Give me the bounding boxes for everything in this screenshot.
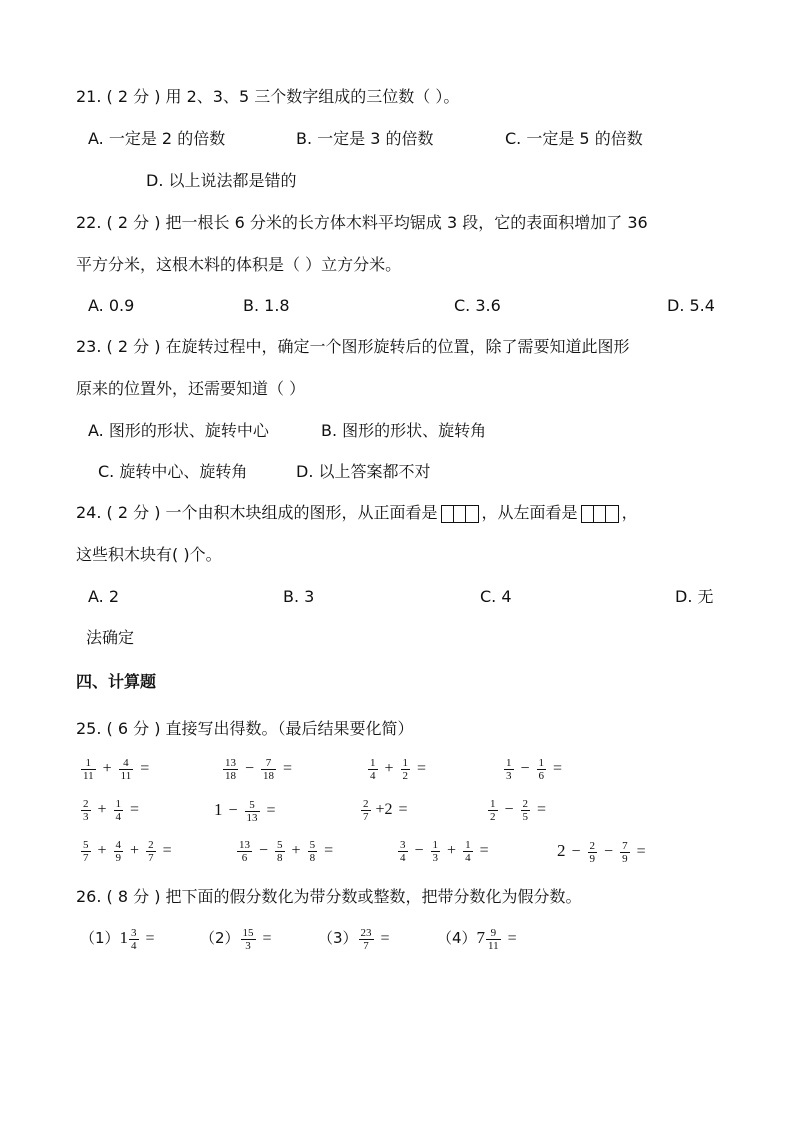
- expr-r2c2: 1 − $\frac{5}{13}$ =: [214, 798, 276, 824]
- expr-r3c2: $\frac{13}{6}$ − $\frac{5}{8}$ + $\frac{5}{8}$ =: [239, 838, 334, 864]
- fraction: $\frac{7}{18}$: [263, 756, 275, 782]
- fraction: $\frac{1}{3}$: [506, 756, 512, 782]
- fraction: $\frac{5}{8}$: [309, 838, 316, 864]
- q24-option-b[interactable]: B. 3: [283, 587, 315, 606]
- expr-r2c3: $\frac{2}{7}$ +2 =: [363, 797, 408, 823]
- q24-stem-part1: 24. ( 2 分 ) 一个由积木块组成的图形，从正面看是: [76, 503, 438, 522]
- q24-stem-part3: ，: [621, 503, 638, 522]
- fraction: $\frac{4}{9}$: [115, 838, 122, 864]
- fraction: $\frac{2}{3}$: [83, 797, 89, 823]
- q24-option-d[interactable]: D. 无: [675, 587, 714, 606]
- q22-option-d[interactable]: D. 5.4: [667, 296, 715, 315]
- expr-r1c1: $\frac{1}{11}$ + $\frac{4}{11}$ =: [83, 756, 150, 782]
- q21-option-a[interactable]: A. 一定是 2 的倍数: [88, 129, 226, 148]
- q21-option-d[interactable]: D. 以上说法都是错的: [146, 171, 297, 190]
- fraction: $\frac{5}{7}$: [83, 838, 89, 864]
- fraction: $\frac{2}{5}$: [522, 797, 529, 823]
- q23-option-a[interactable]: A. 图形的形状、旋转中心: [88, 421, 269, 440]
- fraction: $\frac{9}{11}$: [488, 926, 499, 952]
- q23-option-b[interactable]: B. 图形的形状、旋转角: [321, 421, 487, 440]
- q24-option-d-continued: 法确定: [86, 628, 135, 647]
- fraction: $\frac{1}{6}$: [538, 756, 545, 782]
- expr-r2c4: $\frac{1}{2}$ − $\frac{2}{5}$ =: [490, 797, 547, 823]
- fraction: $\frac{1}{4}$: [370, 756, 376, 782]
- left-view-figure: [581, 505, 619, 523]
- q22-option-b[interactable]: B. 1.8: [243, 296, 290, 315]
- fraction: $\frac{23}{7}$: [360, 926, 372, 952]
- fraction: $\frac{1}{2}$: [490, 797, 496, 823]
- q26-item-1: （1）1 $\frac{3}{4}$ =: [80, 926, 155, 952]
- fraction: $\frac{2}{7}$: [363, 797, 369, 823]
- q24-stem-part2: ，从左面看是: [481, 503, 578, 522]
- fraction: $\frac{13}{18}$: [225, 756, 236, 782]
- q24-option-c[interactable]: C. 4: [480, 587, 512, 606]
- expr-r1c4: $\frac{1}{3}$ − $\frac{1}{6}$ =: [506, 756, 563, 782]
- q24-stem-line1: [76, 502, 638, 524]
- q26-item-3: （3） $\frac{23}{7}$ =: [318, 926, 390, 952]
- q24-option-a[interactable]: A. 2: [88, 587, 120, 606]
- fraction: $\frac{15}{3}$: [242, 926, 254, 952]
- fraction: $\frac{1}{4}$: [115, 797, 122, 823]
- fraction: $\frac{3}{4}$: [400, 838, 406, 864]
- expr-r2c1: $\frac{2}{3}$ + $\frac{1}{4}$ =: [83, 797, 140, 823]
- q22-option-c[interactable]: C. 3.6: [454, 296, 501, 315]
- fraction: $\frac{3}{4}$: [131, 926, 137, 952]
- fraction: $\frac{4}{11}$: [120, 756, 132, 782]
- q25-stem: 25. ( 6 分 ) 直接写出得数。（最后结果要化简）: [76, 719, 414, 738]
- fraction: $\frac{5}{13}$: [246, 798, 258, 824]
- q26-item-2: （2） $\frac{15}{3}$ =: [200, 926, 272, 952]
- fraction: $\frac{5}{8}$: [277, 838, 283, 864]
- expr-r3c3: $\frac{3}{4}$ − $\frac{1}{3}$ + $\frac{1}{4}$ =: [400, 838, 489, 864]
- q22-stem-line1: 22. ( 2 分 ) 把一根长 6 分米的长方体木料平均锯成 3 段，它的表面积增加了 36: [76, 213, 648, 232]
- q23-option-d[interactable]: D. 以上答案都不对: [296, 462, 431, 481]
- expr-r1c3: $\frac{1}{4}$ + $\frac{1}{2}$ =: [370, 756, 427, 782]
- fraction: $\frac{1}{4}$: [465, 838, 471, 864]
- fraction: $\frac{2}{7}$: [148, 838, 154, 864]
- fraction: $\frac{13}{6}$: [239, 838, 250, 864]
- front-view-figure: [441, 505, 479, 523]
- q26-item-4: （4）7 $\frac{9}{11}$ =: [437, 926, 517, 952]
- q21-option-c[interactable]: C. 一定是 5 的倍数: [505, 129, 643, 148]
- q23-stem-line1: 23. ( 2 分 ) 在旋转过程中，确定一个图形旋转后的位置，除了需要知道此图形: [76, 337, 630, 356]
- q23-option-c[interactable]: C. 旋转中心、旋转角: [98, 462, 248, 481]
- fraction: $\frac{1}{2}$: [402, 756, 409, 782]
- fraction: $\frac{1}{3}$: [432, 838, 439, 864]
- expr-r3c1: $\frac{5}{7}$ + $\frac{4}{9}$ + $\frac{2}{7}$ =: [83, 838, 172, 864]
- fraction: $\frac{1}{11}$: [83, 756, 94, 782]
- section-heading: 四、计算题: [76, 672, 157, 691]
- expr-r3c4: 2 − $\frac{2}{9}$ − $\frac{7}{9}$ =: [557, 839, 646, 865]
- q22-stem-line2: 平方分米，这根木料的体积是（ ）立方分米。: [76, 255, 402, 274]
- q22-option-a[interactable]: A. 0.9: [88, 296, 135, 315]
- q21-option-b[interactable]: B. 一定是 3 的倍数: [296, 129, 434, 148]
- fraction: $\frac{2}{9}$: [589, 839, 596, 865]
- q24-stem-line2: 这些积木块有( )个。: [76, 545, 222, 564]
- q23-stem-line2: 原来的位置外，还需要知道（ ）: [76, 379, 306, 398]
- fraction: $\frac{7}{9}$: [622, 839, 628, 865]
- q21-stem: 21. ( 2 分 ) 用 2、3、5 三个数字组成的三位数（ ）。: [76, 87, 460, 106]
- expr-r1c2: $\frac{13}{18}$ − $\frac{7}{18}$ =: [225, 756, 293, 782]
- q26-stem: 26. ( 8 分 ) 把下面的假分数化为带分数或整数，把带分数化为假分数。: [76, 887, 582, 906]
